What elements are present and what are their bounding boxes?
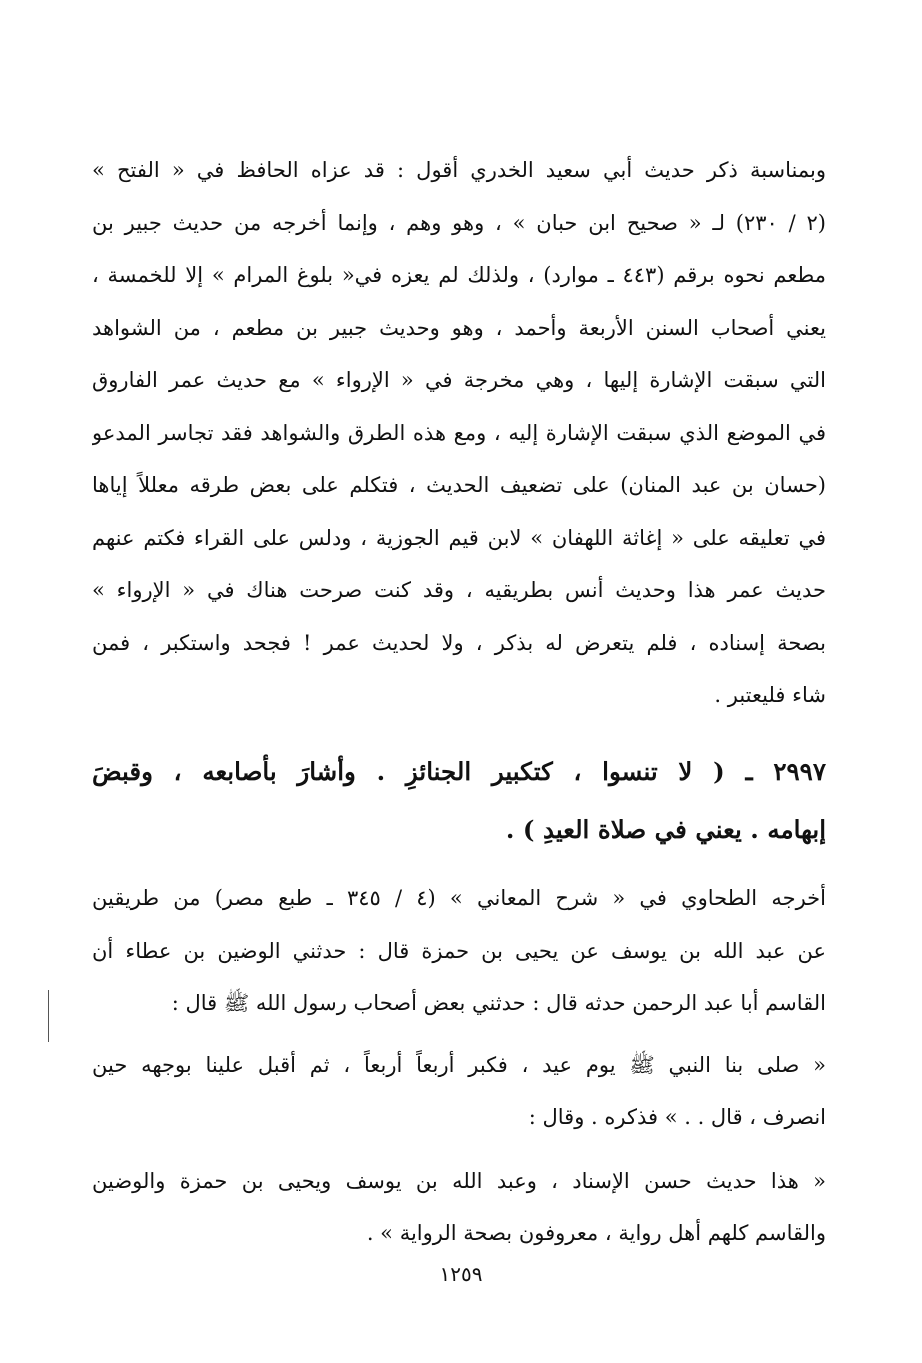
tahawi-quote	[92, 1155, 826, 1259]
text-line: بصحة إسناده ، فلم يتعرض له بذكر ، ولا لحديث عمر ! فجحد واستكبر ، فمن	[92, 630, 826, 655]
text-line: (حسان بن عبد المنان) على تضعيف الحديث ، فتكلم على بعض طرقه معللاً إياها	[92, 473, 826, 497]
text-line: شاء فليعتبر .	[714, 683, 826, 707]
text-line: التي سبقت الإشارة إليها ، وهي مخرجة في « الإرواء » مع حديث عمر الفاروق	[92, 368, 826, 392]
commentary-paragraph	[92, 144, 826, 722]
hadith-line: ٢٩٩٧ ـ ( لا تنسوا ، كتكبير الجنائزِ . وأشارَ بأصابعه ، وقبضَ	[92, 757, 826, 786]
scan-mark	[48, 990, 49, 1042]
hadith-quote	[92, 1039, 826, 1143]
text-line: « هذا حديث حسن الإسناد ، وعبد الله بن يوسف ويحيى بن حمزة والوضين	[92, 1169, 826, 1193]
text-line: مطعم نحوه برقم (٤٤٣ ـ موارد) ، ولذلك لم يعزه في« بلوغ المرام » إلا للخمسة ،	[92, 263, 826, 287]
text-line: عن عبد الله بن يوسف عن يحيى بن حمزة قال : حدثني الوضين بن عطاء أن	[92, 938, 826, 963]
hadith-line: إبهامه . يعني في صلاة العيدِ ) .	[505, 815, 826, 844]
text-line: حديث عمر هذا وحديث أنس بطريقيه ، وقد كنت صرحت هناك في « الإرواء »	[92, 578, 826, 602]
text-line: « صلى بنا النبي ﷺ يوم عيد ، فكبر أربعاً أربعاً ، ثم أقبل علينا بوجهه حين	[92, 1053, 826, 1077]
takhrij-paragraph	[92, 872, 826, 1030]
text-line: (٢ / ٢٣٠) لـ « صحيح ابن حبان » ، وهو وهم ، وإنما أخرجه من حديث جبير بن	[92, 210, 826, 235]
text-line: في تعليقه على « إغاثة اللهفان » لابن قيم الجوزية ، ودلس على القراء فكتم عنهم	[92, 525, 826, 550]
text-line: القاسم أبا عبد الرحمن حدثه قال : حدثني بعض أصحاب رسول الله ﷺ قال :	[171, 991, 826, 1015]
hadith-heading	[92, 743, 826, 859]
text-line: وبمناسبة ذكر حديث أبي سعيد الخدري أقول : قد عزاه الحافظ في « الفتح »	[92, 158, 826, 182]
text-line: في الموضع الذي سبقت الإشارة إليه ، ومع هذه الطرق والشواهد فقد تجاسر المدعو	[92, 420, 826, 445]
text-line: يعني أصحاب السنن الأربعة وأحمد ، وهو وحديث جبير بن مطعم ، من الشواهد	[92, 315, 826, 340]
text-line: والقاسم كلهم أهل رواية ، معروفون بصحة الرواية » .	[366, 1221, 826, 1245]
text-line: أخرجه الطحاوي في « شرح المعاني » (٤ / ٣٤٥ ـ طبع مصر) من طريقين	[92, 886, 826, 910]
page-number: ١٢٥٩	[439, 1262, 483, 1286]
text-line: انصرف ، قال . . » فذكره . وقال :	[528, 1105, 826, 1129]
